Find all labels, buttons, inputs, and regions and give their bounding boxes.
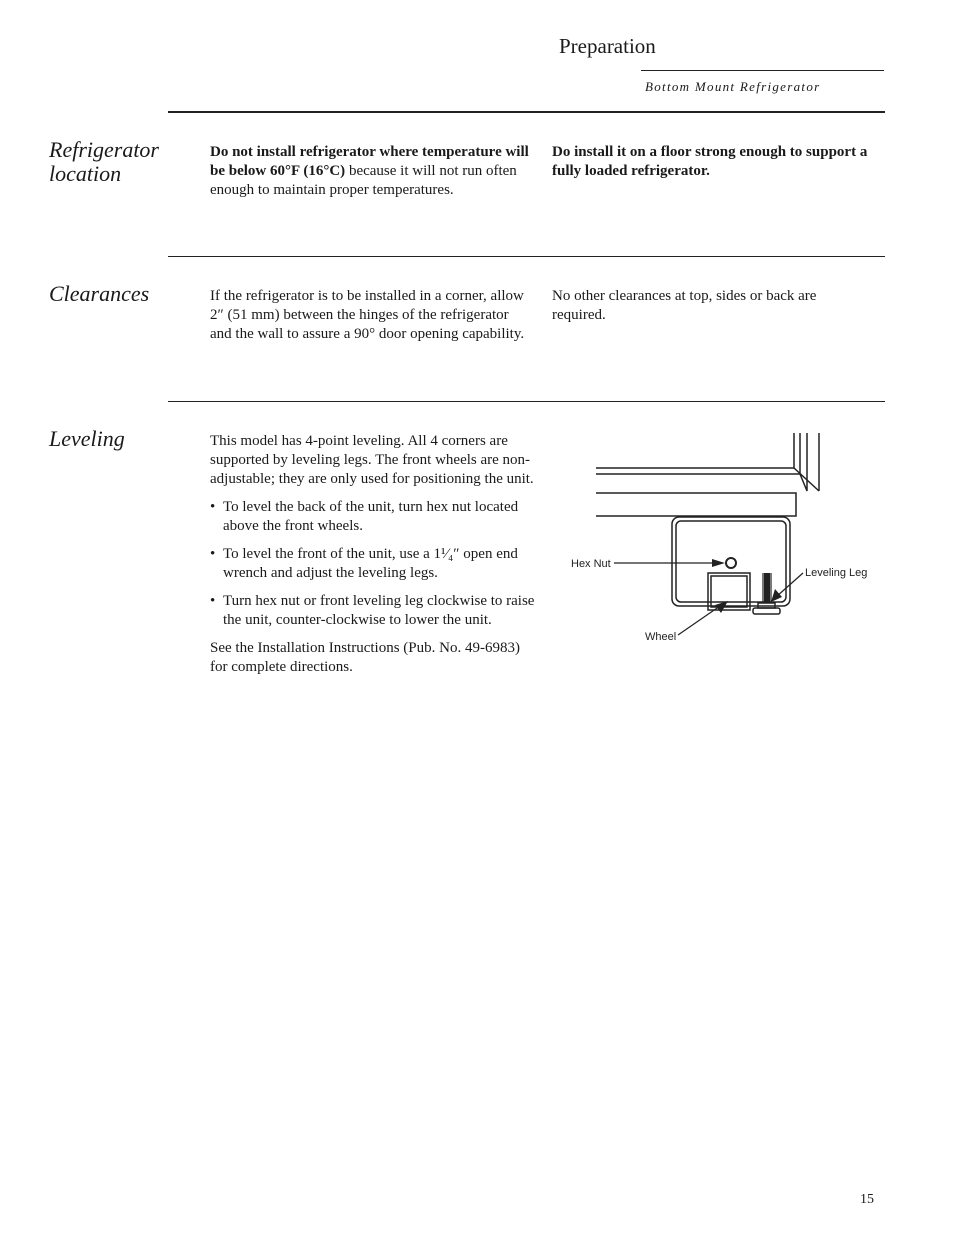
leveling-intro: This model has 4-point leveling. All 4 corners are supported by leveling legs. The front wheels are non-adjustable; they are only used for positioning the unit. [210,433,534,487]
bullet-symbol: • [210,546,216,562]
wheel-leader [678,606,720,635]
leveling-leg-arrowhead [771,589,782,602]
section-divider-top [168,111,885,113]
section-divider-leveling [168,401,885,402]
bullet-symbol: • [210,499,216,515]
clearances-right-text [552,287,872,334]
list-item: • To level the back of the unit, turn hex nut located above the front wheels. [210,499,519,534]
list-item: • To level the front of the unit, use a 1¹⁄₄″ open end wrench and adjust the leveling legs. [210,546,518,581]
leveling-leg-thread [764,573,770,603]
page-title: Preparation [559,34,656,58]
clearances-other-note: No other clearances at top, sides or back are required. [552,288,817,323]
bullet-symbol: • [210,593,216,609]
leveling-steps [210,498,536,630]
location-warning: Do not install refrigerator where temperature will be below 60°F (16°C) [210,144,529,179]
wheel-label: Wheel [645,631,677,643]
leveling-diagram [560,425,880,655]
page-number: 15 [860,1192,874,1207]
section-title-location: Refrigerator location [49,137,159,186]
section-title-leveling: Leveling [49,426,125,451]
hex-nut-arrowhead [712,559,725,567]
list-item: • Turn hex nut or front leveling leg clockwise to raise the unit, counter-clockwise to lower the unit. [210,593,535,628]
section-title-clearances: Clearances [49,281,150,306]
location-right-text [552,143,882,190]
section-divider-clearances [168,256,885,257]
clearances-corner-note: If the refrigerator is to be installed in a corner, allow 2″ (51 mm) between the hinges of the refrigerator and the wall to assure a 90° door opening capability. [210,288,525,342]
hex-nut-icon [726,558,736,568]
hex-nut-label: Hex Nut [571,558,611,570]
leveling-outro: See the Installation Instructions (Pub. No. 49-6983) for complete directions. [210,640,520,675]
refrigerator-outline [596,433,819,614]
location-floor-note: Do install it on a floor strong enough to support a fully loaded refrigerator. [552,144,868,179]
header-divider [641,70,884,71]
location-left-text [210,143,532,209]
page-subtitle: Bottom Mount Refrigerator [645,79,821,94]
clearances-left-text [210,287,530,353]
location-warning-rest: because it will not run often enough to maintain proper temperatures. [210,163,517,198]
leveling-leg-label: Leveling Leg [805,567,868,579]
leveling-text [210,432,536,686]
